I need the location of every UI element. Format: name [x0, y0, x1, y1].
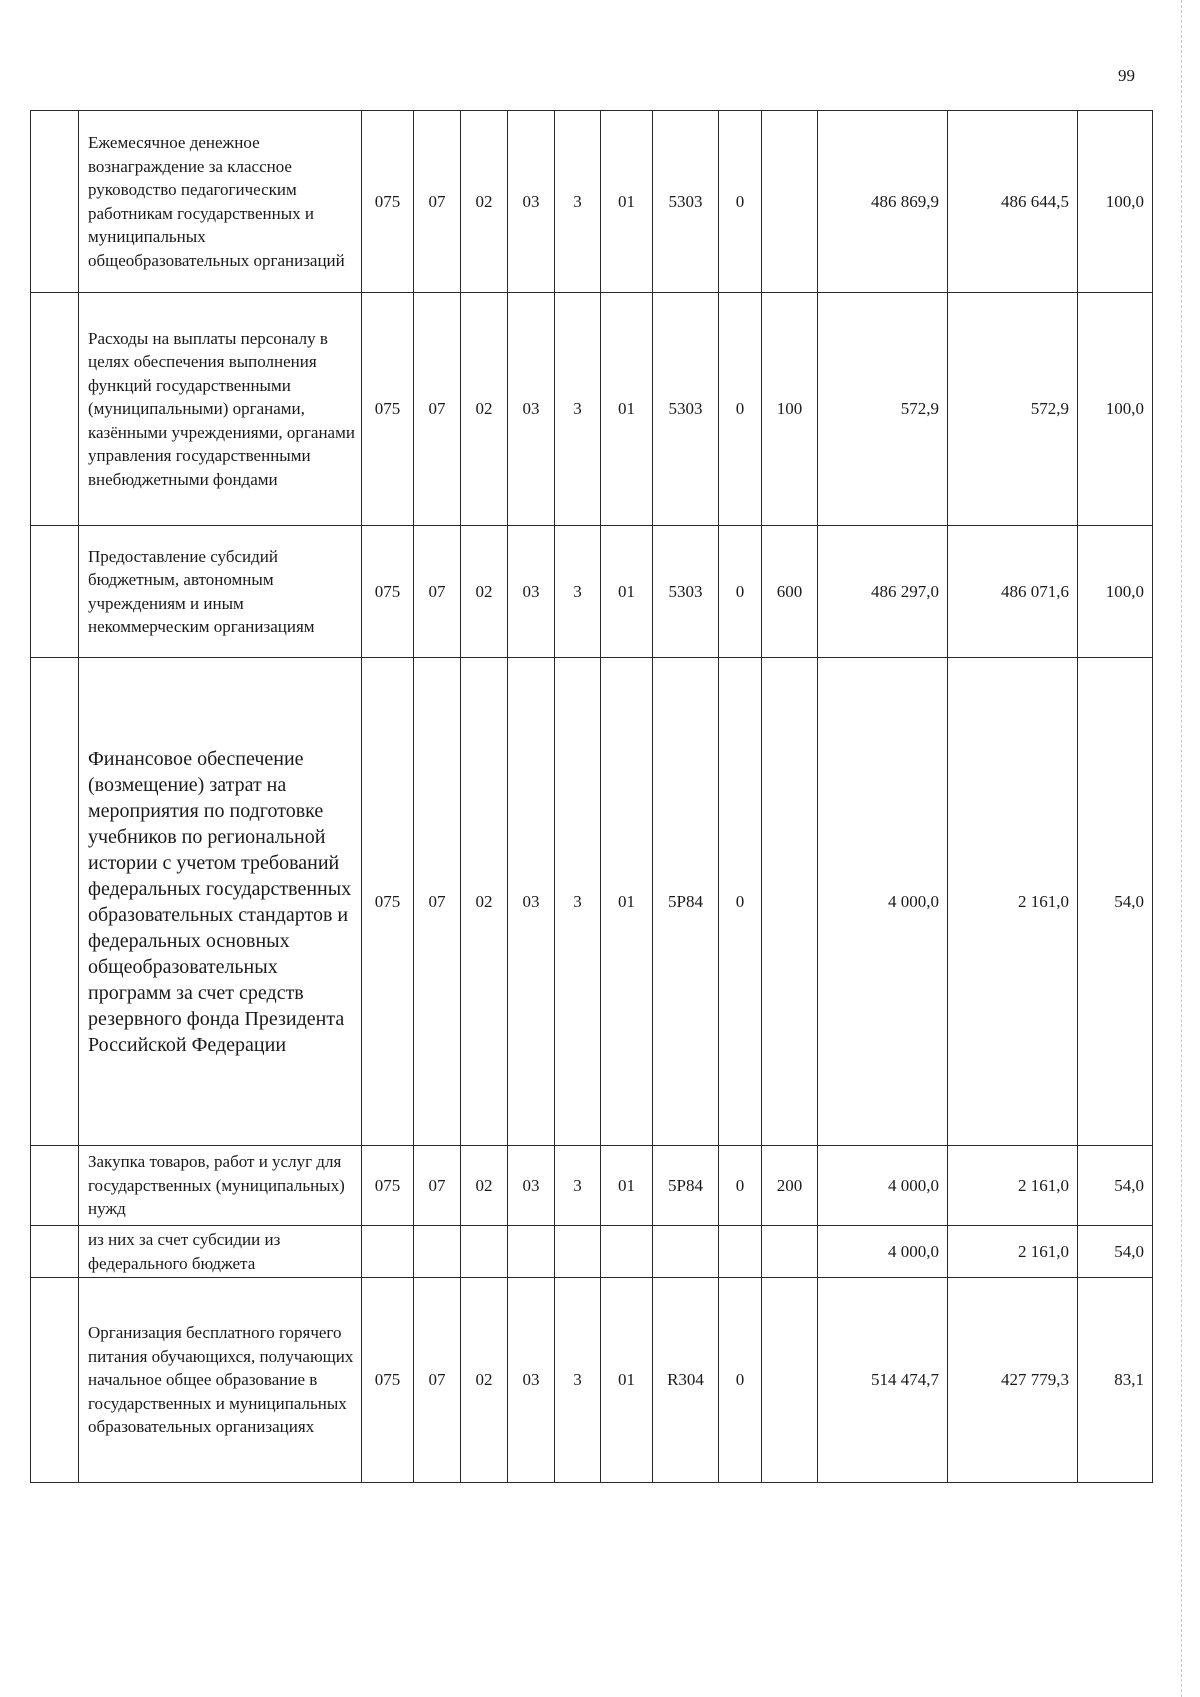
percent-cell: 100,0 [1078, 526, 1153, 658]
event-code-cell: 01 [601, 1146, 653, 1226]
direction-code-cell: 5303 [653, 526, 719, 658]
expense-type-code-cell [762, 1226, 818, 1278]
program-code-cell: 03 [508, 293, 555, 526]
subprogram-code-cell: 3 [555, 526, 601, 658]
expense-type-code-cell: 100 [762, 293, 818, 526]
actual-amount-cell: 486 644,5 [948, 111, 1078, 293]
page-number: 99 [1118, 66, 1135, 85]
direction-code-cell: 5Р84 [653, 658, 719, 1146]
actual-amount-cell: 572,9 [948, 293, 1078, 526]
row-number-cell [31, 293, 79, 526]
subprogram-code-cell: 3 [555, 1146, 601, 1226]
section-code-cell: 07 [414, 1278, 461, 1483]
subsection-code-cell: 02 [461, 658, 508, 1146]
actual-amount-cell: 2 161,0 [948, 1146, 1078, 1226]
plan-amount-cell: 4 000,0 [818, 1146, 948, 1226]
plan-amount-cell: 486 297,0 [818, 526, 948, 658]
direction-code-cell: 5303 [653, 111, 719, 293]
scan-edge-line [1181, 0, 1182, 1697]
plan-amount-cell: 4 000,0 [818, 658, 948, 1146]
expense-type-code-cell: 600 [762, 526, 818, 658]
plan-amount-cell: 4 000,0 [818, 1226, 948, 1278]
plan-amount-cell: 514 474,7 [818, 1278, 948, 1483]
section-code-cell: 07 [414, 111, 461, 293]
program-code-cell: 03 [508, 1146, 555, 1226]
ministry-code-cell: 075 [362, 526, 414, 658]
subsection-code-cell [461, 1226, 508, 1278]
section-code-cell [414, 1226, 461, 1278]
subprogram-code-cell: 3 [555, 1278, 601, 1483]
ministry-code-cell: 075 [362, 293, 414, 526]
direction-code-cell: R304 [653, 1278, 719, 1483]
table-row [31, 1226, 1153, 1278]
expense-type-code-cell: 200 [762, 1146, 818, 1226]
event-code-cell [601, 1226, 653, 1278]
ministry-code-cell: 075 [362, 658, 414, 1146]
subsection-code-cell: 02 [461, 111, 508, 293]
row-number-cell [31, 1146, 79, 1226]
description-cell: Ежемесячное денежное вознаграждение за классное руководство педагогическим работникам государственных и муниципальных общеобразовательных организаций [79, 111, 362, 293]
table-row [31, 111, 1153, 293]
sub-direction-code-cell: 0 [719, 293, 762, 526]
table-row [31, 658, 1153, 1146]
sub-direction-code-cell: 0 [719, 1278, 762, 1483]
expense-type-code-cell [762, 111, 818, 293]
row-number-cell [31, 1226, 79, 1278]
row-number-cell [31, 526, 79, 658]
event-code-cell: 01 [601, 293, 653, 526]
row-number-cell [31, 658, 79, 1146]
ministry-code-cell [362, 1226, 414, 1278]
event-code-cell: 01 [601, 1278, 653, 1483]
budget-table [30, 110, 1153, 1483]
event-code-cell: 01 [601, 111, 653, 293]
row-number-cell [31, 111, 79, 293]
ministry-code-cell: 075 [362, 1146, 414, 1226]
program-code-cell: 03 [508, 658, 555, 1146]
subsection-code-cell: 02 [461, 526, 508, 658]
section-code-cell: 07 [414, 1146, 461, 1226]
sub-direction-code-cell: 0 [719, 111, 762, 293]
expense-type-code-cell [762, 1278, 818, 1483]
direction-code-cell: 5303 [653, 293, 719, 526]
description-cell: Организация бесплатного горячего питания обучающихся, получающих начальное общее образование в государственных и муниципальных образовательных организациях [79, 1278, 362, 1483]
description-cell: Предоставление субсидий бюджетным, автономным учреждениям и иным некоммерческим организациям [79, 526, 362, 658]
sub-direction-code-cell: 0 [719, 1146, 762, 1226]
plan-amount-cell: 572,9 [818, 293, 948, 526]
program-code-cell: 03 [508, 526, 555, 658]
subsection-code-cell: 02 [461, 1146, 508, 1226]
event-code-cell: 01 [601, 526, 653, 658]
subprogram-code-cell: 3 [555, 658, 601, 1146]
program-code-cell: 03 [508, 111, 555, 293]
table-row [31, 1278, 1153, 1483]
description-cell: Расходы на выплаты персоналу в целях обеспечения выполнения функций государственными (муниципальными) органами, казёнными учреждениями, органами управления государственными внебюджетными фондами [79, 293, 362, 526]
section-code-cell: 07 [414, 658, 461, 1146]
actual-amount-cell: 2 161,0 [948, 1226, 1078, 1278]
sub-direction-code-cell: 0 [719, 526, 762, 658]
subprogram-code-cell: 3 [555, 293, 601, 526]
description-cell: Закупка товаров, работ и услуг для государственных (муниципальных) нужд [79, 1146, 362, 1226]
description-cell: Финансовое обеспечение (возмещение) затрат на мероприятия по подготовке учебников по региональной истории с учетом требований федеральных государственных образовательных стандартов и федеральных основных общеобразовательных программ за счет средств резервного фонда Президента Российской Федерации [79, 658, 362, 1146]
subsection-code-cell: 02 [461, 1278, 508, 1483]
percent-cell: 100,0 [1078, 111, 1153, 293]
actual-amount-cell: 427 779,3 [948, 1278, 1078, 1483]
percent-cell: 54,0 [1078, 658, 1153, 1146]
table-row [31, 1146, 1153, 1226]
section-code-cell: 07 [414, 526, 461, 658]
plan-amount-cell: 486 869,9 [818, 111, 948, 293]
subprogram-code-cell [555, 1226, 601, 1278]
row-number-cell [31, 1278, 79, 1483]
actual-amount-cell: 486 071,6 [948, 526, 1078, 658]
ministry-code-cell: 075 [362, 111, 414, 293]
section-code-cell: 07 [414, 293, 461, 526]
percent-cell: 83,1 [1078, 1278, 1153, 1483]
subsection-code-cell: 02 [461, 293, 508, 526]
percent-cell: 54,0 [1078, 1146, 1153, 1226]
program-code-cell [508, 1226, 555, 1278]
table-row [31, 526, 1153, 658]
sub-direction-code-cell [719, 1226, 762, 1278]
direction-code-cell: 5Р84 [653, 1146, 719, 1226]
sub-direction-code-cell: 0 [719, 658, 762, 1146]
event-code-cell: 01 [601, 658, 653, 1146]
table-row [31, 293, 1153, 526]
expense-type-code-cell [762, 658, 818, 1146]
ministry-code-cell: 075 [362, 1278, 414, 1483]
subprogram-code-cell: 3 [555, 111, 601, 293]
actual-amount-cell: 2 161,0 [948, 658, 1078, 1146]
description-cell: из них за счет субсидии из федерального бюджета [79, 1226, 362, 1278]
direction-code-cell [653, 1226, 719, 1278]
program-code-cell: 03 [508, 1278, 555, 1483]
percent-cell: 54,0 [1078, 1226, 1153, 1278]
percent-cell: 100,0 [1078, 293, 1153, 526]
